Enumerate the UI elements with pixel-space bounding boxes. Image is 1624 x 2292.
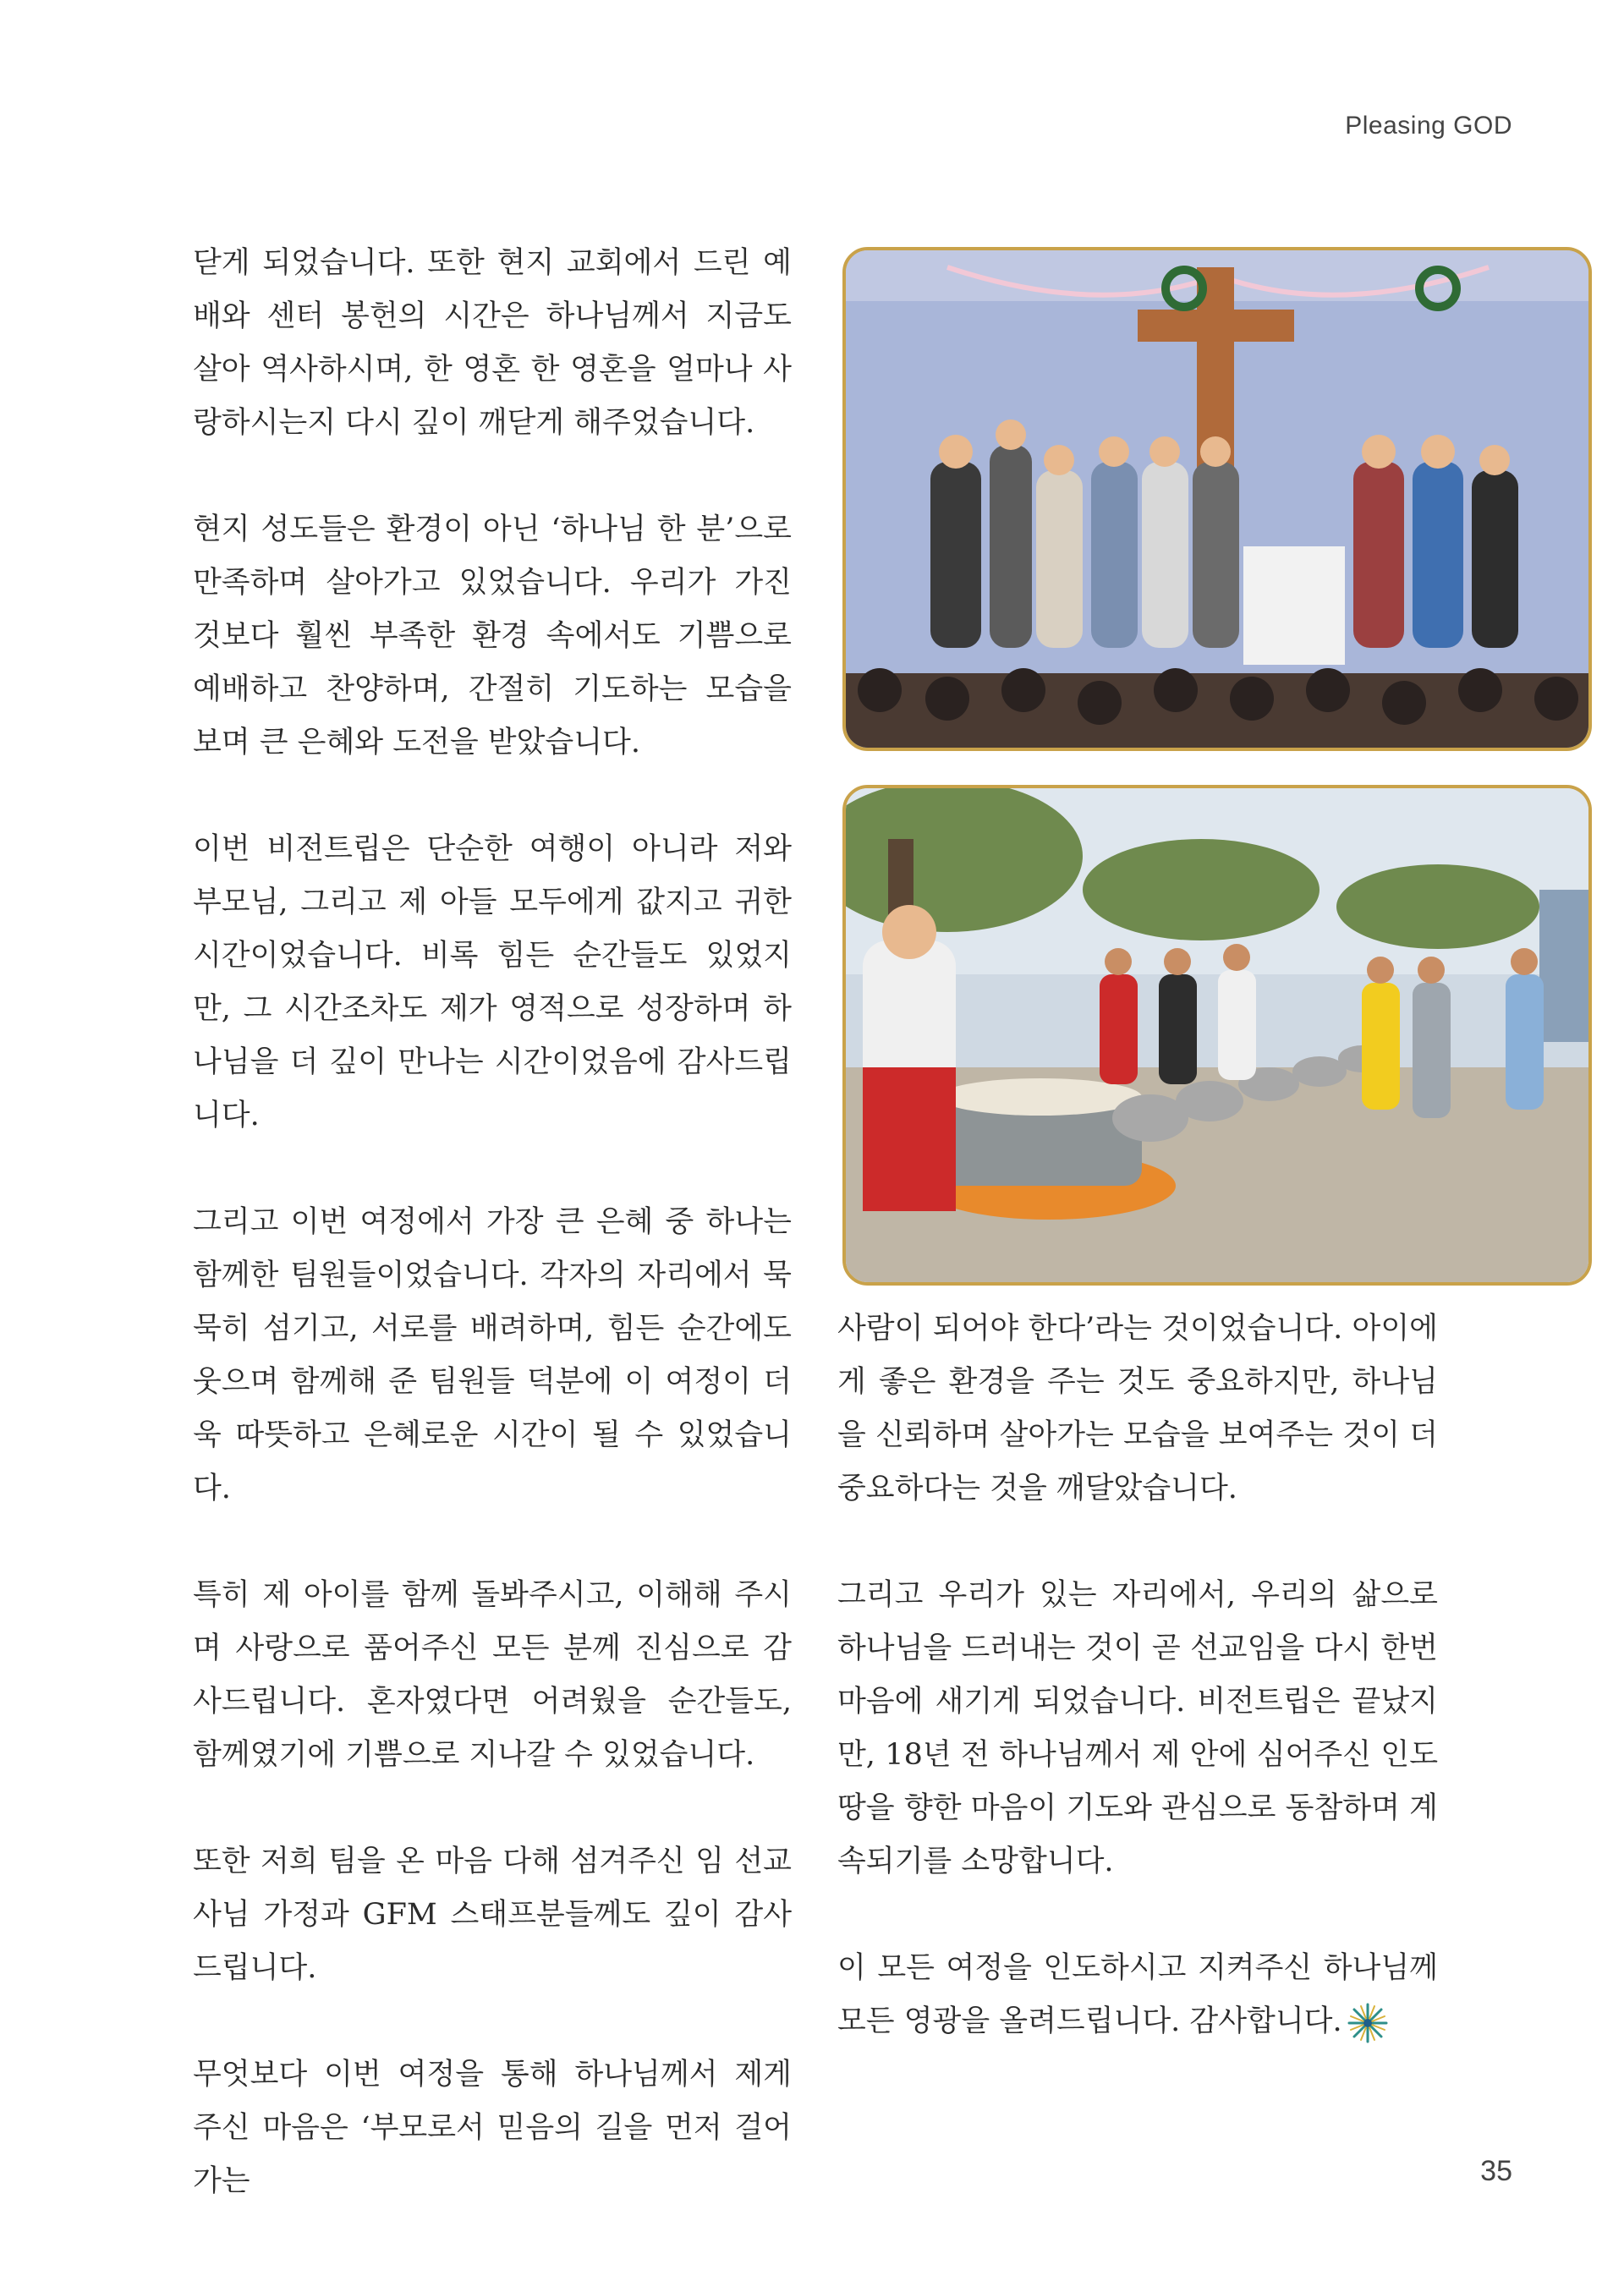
paragraph: 그리고 우리가 있는 자리에서, 우리의 삶으로 하나님을 드러내는 것이 곧 선교임을 다시 한번 마음에 새기게 되었습니다. 비전트립은 끝났지만, 18년 전 하나님께서 제 안에 심어주신 인도 땅을 향한 마음이 기도와 관심으로 동참하며 계속되기를 소망합니다. — [837, 1578, 1438, 1878]
paragraph: 무엇보다 이번 여정을 통해 하나님께서 제게 주신 마음은 ‘부모로서 믿음의 길을 먼저 걸어가는 — [193, 2058, 792, 2198]
paragraph: 또한 저희 팀을 온 마음 다해 섬겨주신 임 선교사님 가정과 GFM 스태프분들께도 깊이 감사드립니다. — [193, 1845, 792, 1985]
page-number: 35 — [1480, 2155, 1512, 2187]
worship-scene-illustration — [846, 250, 1588, 748]
paragraph: 현지 성도들은 환경이 아닌 ‘하나님 한 분’으로 만족하며 살아가고 있었습니다. 우리가 가진 것보다 훨씬 부족한 환경 속에서도 기쁨으로 예배하고 찬양하며, 간절히 기도하는 모습을 보며 큰 은혜와 도전을 받았습니다. — [193, 513, 792, 759]
outdoor-meal-photo — [842, 785, 1592, 1286]
church-worship-photo — [842, 247, 1592, 751]
right-text-column — [837, 1302, 1438, 2048]
paragraph: 특히 제 아이를 함께 돌봐주시고, 이해해 주시며 사랑으로 품어주신 모든 분께 진심으로 감사드립니다. 혼자였다면 어려웠을 순간들도, 함께였기에 기쁨으로 지나갈 수 있었습니다. — [193, 1578, 792, 1772]
starburst-icon — [1346, 2001, 1390, 2045]
closing-text: 이 모든 여정을 인도하시고 지켜주신 하나님께 모든 영광을 올려드립니다. 감사합니다. — [837, 1951, 1438, 2038]
paragraph: 닫게 되었습니다. 또한 현지 교회에서 드린 예배와 센터 봉헌의 시간은 하나님께서 지금도 살아 역사하시며, 한 영혼 한 영혼을 얼마나 사랑하시는지 다시 깊이 깨닫게 해주었습니다. — [193, 246, 792, 440]
running-header: Pleasing GOD — [1345, 112, 1512, 140]
paragraph: 이번 비전트립은 단순한 여행이 아니라 저와 부모님, 그리고 제 아들 모두에게 값지고 귀한 시간이었습니다. 비록 힘든 순간들도 있었지만, 그 시간조차도 제가 영적으로 성장하며 하나님을 더 깊이 만나는 시간이었음에 감사드립니다. — [193, 832, 792, 1132]
closing-paragraph — [837, 1942, 1438, 2048]
paragraph: 사람이 되어야 한다’라는 것이었습니다. 아이에게 좋은 환경을 주는 것도 중요하지만, 하나님을 신뢰하며 살아가는 모습을 보여주는 것이 더 중요하다는 것을 깨달았습니다. — [837, 1312, 1438, 1505]
left-text-column — [193, 237, 792, 2208]
meal-scene-illustration — [846, 788, 1588, 1282]
paragraph: 그리고 이번 여정에서 가장 큰 은혜 중 하나는 함께한 팀원들이었습니다. 각자의 자리에서 묵묵히 섬기고, 서로를 배려하며, 힘든 순간에도 웃으며 함께해 준 팀원들 덕분에 이 여정이 더욱 따뜻하고 은혜로운 시간이 될 수 있었습니다. — [193, 1205, 792, 1505]
